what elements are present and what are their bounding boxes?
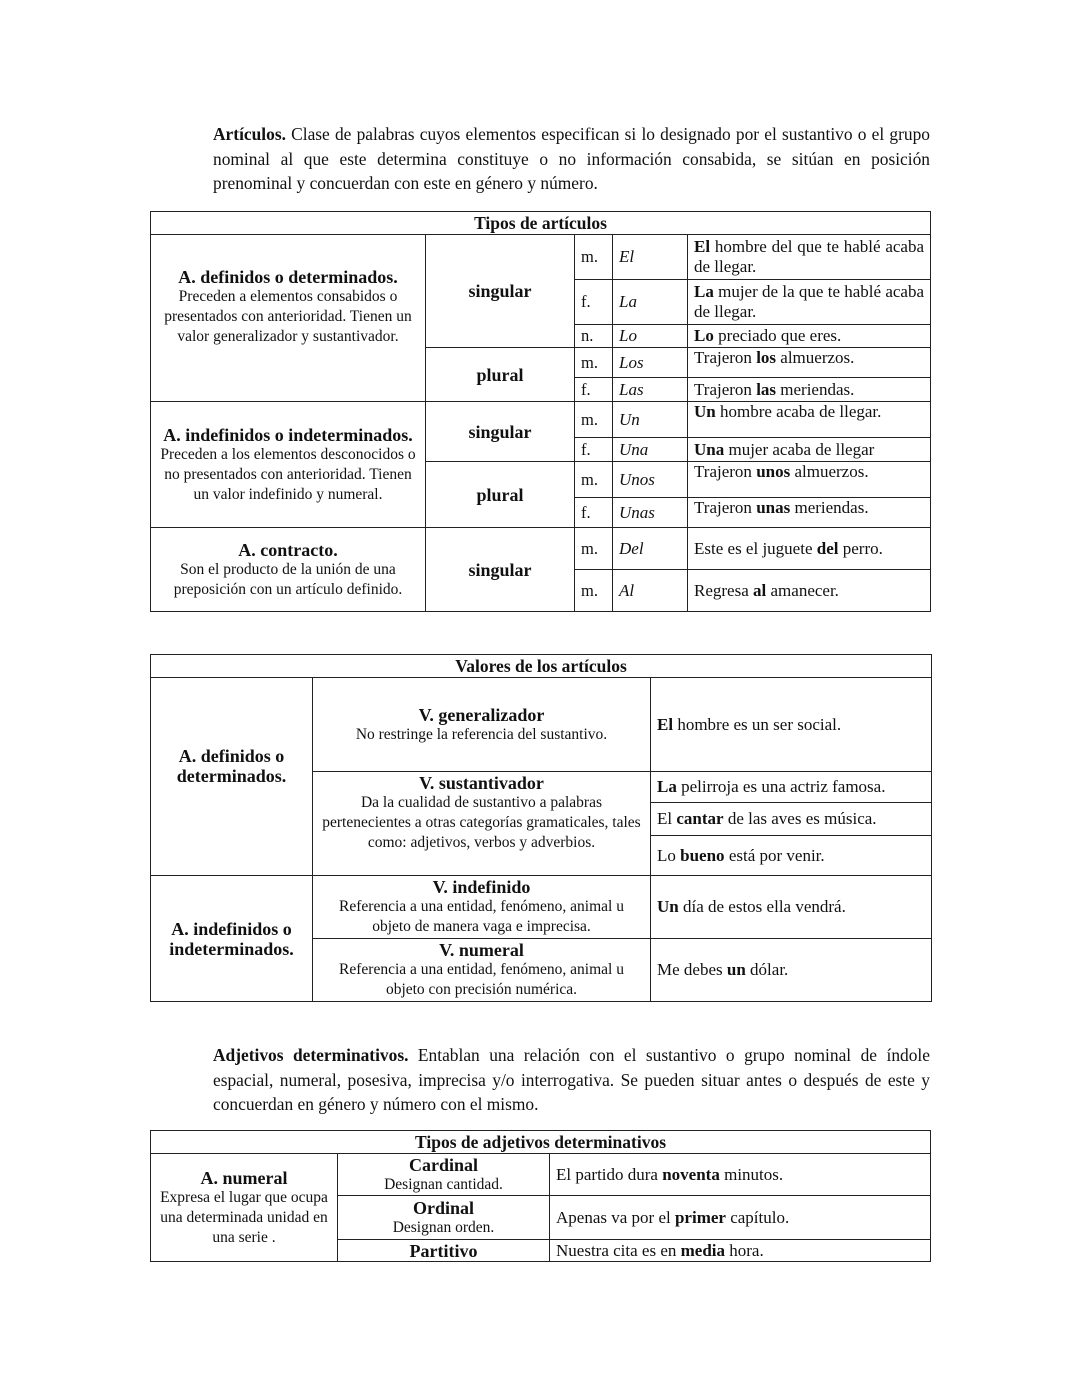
example-cell: Nuestra cita es en media hora. (550, 1240, 931, 1262)
article-cell: Al (613, 570, 688, 612)
type-name: Cardinal (408, 1154, 478, 1175)
adjetivos-intro-paragraph (213, 1043, 930, 1117)
group-name: A. definidos o determinados. (178, 267, 398, 287)
article-cell: Una (613, 438, 688, 462)
example-cell: El hombre es un ser social. (651, 678, 932, 772)
value-name: V. indefinido (432, 877, 531, 897)
number-label: plural (426, 348, 575, 402)
example-cell: La mujer de la que te hablé acaba de llegar. (688, 280, 931, 325)
group-name: A. indefinidos o indeterminados. (163, 424, 413, 445)
example-cell: El partido dura noventa minutos. (550, 1154, 931, 1196)
article-cell: Los (613, 348, 688, 378)
article-cell: El (613, 235, 688, 280)
tipos-adjetivos-table (150, 1130, 931, 1262)
group-numeral (151, 1154, 338, 1262)
article-cell: Del (613, 528, 688, 570)
value-description: Referencia a una entidad, fenómeno, animal u objeto con precisión numérica. (339, 961, 624, 998)
articulos-definition: Clase de palabras cuyos elementos especifican si lo designado por el sustantivo o el grupo nominal al que este determina constituye o no información consabida, se sitúan en posición prenominal y concuerdan con este en género y número. (213, 124, 930, 193)
value-name: V. generalizador (418, 704, 545, 725)
value-name: V. numeral (439, 940, 524, 960)
group-definidos (151, 235, 426, 402)
number-label: plural (426, 462, 575, 528)
group-description: Son el producto de la unión de una preposición con un artículo definido. (173, 560, 403, 598)
article-cell: Unas (613, 498, 688, 528)
group-contracto (151, 528, 426, 612)
group-description: Preceden a los elementos desconocidos o no presentados con anterioridad. Tienen un valor indefinido y numeral. (160, 445, 416, 503)
group-name: A. definidos o determinados. (151, 678, 313, 876)
article-cell: Unos (613, 462, 688, 498)
adjective-type-cardinal (338, 1154, 550, 1196)
example-cell: Trajeron los almuerzos. (688, 348, 931, 378)
gender-cell: n. (575, 325, 613, 348)
adjective-type-partitivo (338, 1240, 550, 1262)
number-label: singular (426, 402, 575, 462)
valores-articulos-title: Valores de los artículos (151, 655, 932, 678)
gender-cell: m. (575, 462, 613, 498)
group-description: Expresa el lugar que ocupa una determinada unidad en una serie . (160, 1188, 328, 1246)
type-name: Ordinal (412, 1197, 474, 1218)
gender-cell: f. (575, 280, 613, 325)
value-generalizador (313, 678, 651, 772)
example-cell: Un día de estos ella vendrá. (651, 876, 932, 939)
example-cell: La pelirroja es una actriz famosa. (651, 772, 932, 803)
valores-articulos-table (150, 654, 932, 1002)
type-name: Partitivo (409, 1240, 478, 1261)
gender-cell: m. (575, 528, 613, 570)
value-name: V. sustantivador (419, 773, 544, 793)
example-cell: Trajeron las meriendas. (688, 378, 931, 402)
example-cell: Trajeron unas meriendas. (688, 498, 931, 528)
value-numeral (313, 939, 651, 1002)
value-description: Referencia a una entidad, fenómeno, animal u objeto de manera vaga e imprecisa. (339, 898, 624, 935)
example-cell: Apenas va por el primer capítulo. (550, 1196, 931, 1240)
group-description: Preceden a elementos consabidos o presentados con anterioridad. Tienen un valor generalizador y sustantivador. (164, 288, 412, 345)
value-description: No restringe la referencia del sustantivo. (355, 725, 608, 743)
gender-cell: m. (575, 570, 613, 612)
example-cell: Lo bueno está por venir. (651, 836, 932, 876)
article-cell: Las (613, 378, 688, 402)
articulos-intro-paragraph (213, 122, 930, 196)
gender-cell: m. (575, 348, 613, 378)
value-description: Da la cualidad de sustantivo a palabras pertenecientes a otras categorías gramaticales, tales como: adjetivos, verbos y adverbios. (322, 794, 641, 851)
example-cell: Trajeron unos almuerzos. (688, 462, 931, 498)
example-cell: El cantar de las aves es música. (651, 803, 932, 836)
example-cell: El hombre del que te hablé acaba de llegar. (688, 235, 931, 280)
tipos-articulos-title: Tipos de artículos (151, 212, 931, 235)
article-cell: La (613, 280, 688, 325)
gender-cell: f. (575, 438, 613, 462)
example-cell: Un hombre acaba de llegar. (688, 402, 931, 438)
gender-cell: f. (575, 378, 613, 402)
type-description: Designan orden. (392, 1218, 495, 1236)
adjetivos-term: Adjetivos determinativos. (213, 1045, 409, 1065)
articulos-term: Artículos. (213, 124, 286, 144)
example-cell: Este es el juguete del perro. (688, 528, 931, 570)
example-cell: Me debes un dólar. (651, 939, 932, 1002)
article-cell: Lo (613, 325, 688, 348)
type-description: Designan cantidad. (384, 1175, 503, 1193)
value-indefinido (313, 876, 651, 939)
article-cell: Un (613, 402, 688, 438)
gender-cell: m. (575, 235, 613, 280)
group-name: A. indefinidos o indeterminados. (151, 876, 313, 1002)
gender-cell: m. (575, 402, 613, 438)
group-name: A. contracto. (238, 539, 338, 560)
adjetivos-definition: Entablan una relación con el sustantivo o grupo nominal de índole espacial, numeral, posesiva, imprecisa y/o interrogativa. Se pueden situar antes o después de este y concuerdan en género y número con el mismo. (213, 1045, 930, 1114)
tipos-adjetivos-title: Tipos de adjetivos determinativos (151, 1131, 931, 1154)
example-cell: Lo preciado que eres. (688, 325, 931, 348)
adjective-type-ordinal (338, 1196, 550, 1240)
number-label: singular (426, 235, 575, 348)
example-cell: Una mujer acaba de llegar (688, 438, 931, 462)
value-sustantivador (313, 772, 651, 876)
example-cell: Regresa al amanecer. (688, 570, 931, 612)
gender-cell: f. (575, 498, 613, 528)
group-indefinidos (151, 402, 426, 528)
tipos-articulos-table (150, 211, 931, 612)
number-label: singular (426, 528, 575, 612)
group-name: A. numeral (200, 1167, 288, 1188)
